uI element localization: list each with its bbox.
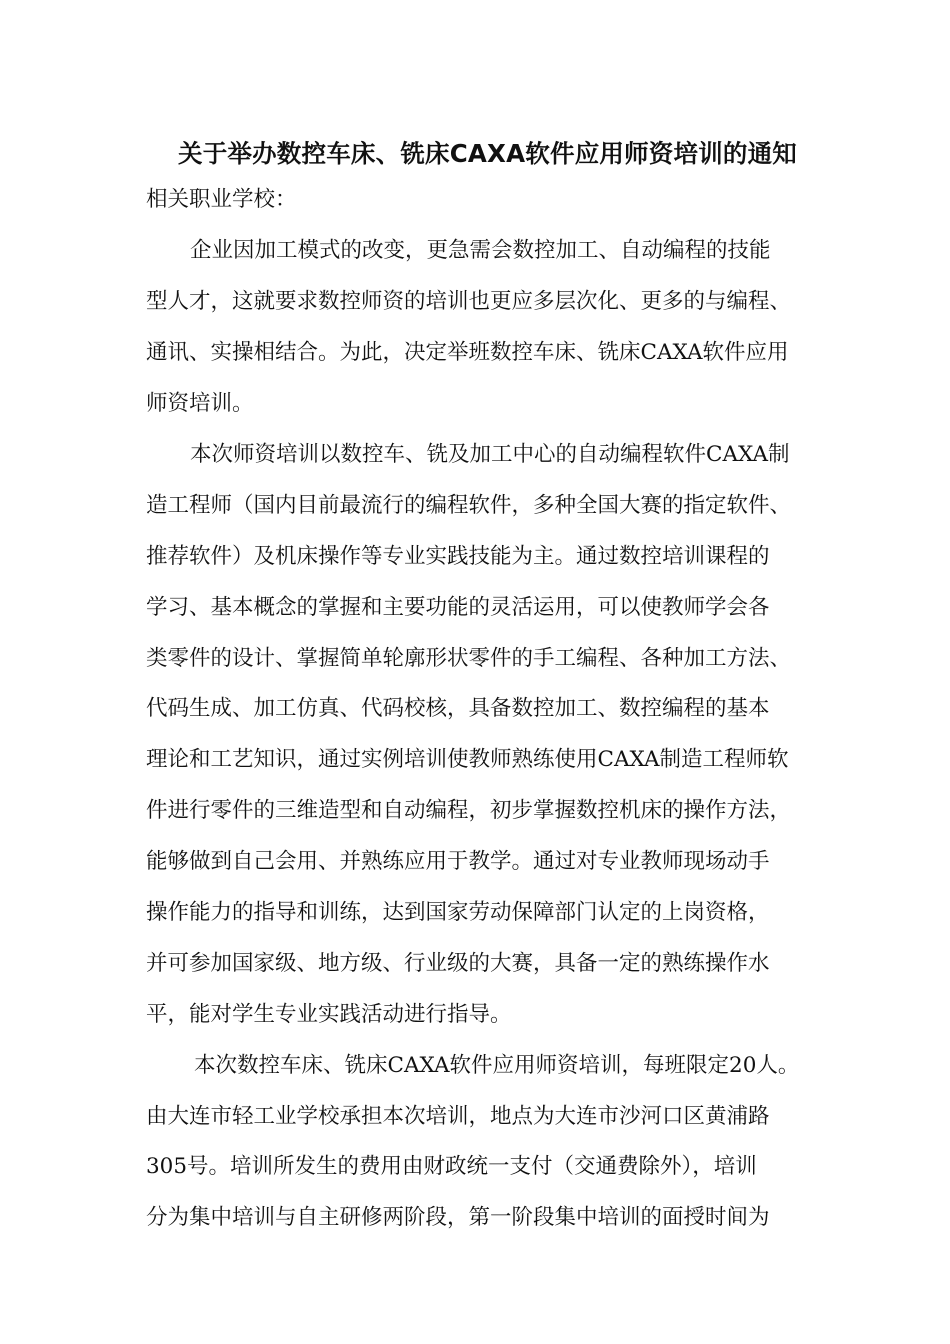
paragraph-line: 本次师资培训以数控车、铣及加工中心的自动编程软件CAXA制: [190, 442, 790, 467]
paragraph-line: 类零件的设计、掌握简单轮廓形状零件的手工编程、各种加工方法、: [146, 646, 792, 671]
paragraph-line: 推荐软件）及机床操作等专业实践技能为主。通过数控培训课程的: [146, 544, 770, 569]
paragraph-line: 代码生成、加工仿真、代码校核，具备数控加工、数控编程的基本: [146, 696, 770, 721]
paragraph-line: 分为集中培训与自主研修两阶段，第一阶段集中培训的面授时间为: [146, 1205, 770, 1230]
paragraph-line: 通讯、实操相结合。为此，决定举班数控车床、铣床CAXA软件应用: [146, 340, 789, 365]
paragraph-line: 由大连市轻工业学校承担本次培训，地点为大连市沙河口区黄浦路: [146, 1104, 770, 1129]
paragraph-line: 企业因加工模式的改变，更急需会数控加工、自动编程的技能: [190, 238, 771, 263]
paragraph-line: 师资培训。: [146, 391, 254, 416]
paragraph-line: 型人才，这就要求数控师资的培训也更应多层次化、更多的与编程、: [146, 289, 792, 314]
salutation: 相关职业学校：: [146, 187, 297, 212]
paragraph-line: 并可参加国家级、地方级、行业级的大赛，具备一定的熟练操作水: [146, 951, 770, 976]
paragraph-line: 305号。培训所发生的费用由财政统一支付（交通费除外），培训: [146, 1154, 757, 1179]
paragraph-line: 学习、基本概念的掌握和主要功能的灵活运用，可以使教师学会各: [146, 595, 770, 620]
document-title: 关于举办数控车床、铣床CAXA软件应用师资培训的通知: [178, 139, 797, 168]
paragraph-line: 平，能对学生专业实践活动进行指导。: [146, 1002, 512, 1027]
paragraph-line: 本次数控车床、铣床CAXA软件应用师资培训，每班限定20人。: [194, 1053, 800, 1078]
paragraph-line: 操作能力的指导和训练，达到国家劳动保障部门认定的上岗资格，: [146, 900, 770, 925]
paragraph-line: 造工程师（国内目前最流行的编程软件，多种全国大赛的指定软件、: [146, 493, 792, 518]
paragraph-line: 能够做到自己会用、并熟练应用于教学。通过对专业教师现场动手: [146, 849, 770, 874]
paragraph-line: 件进行零件的三维造型和自动编程，初步掌握数控机床的操作方法，: [146, 798, 792, 823]
paragraph-line: 理论和工艺知识，通过实例培训使教师熟练使用CAXA制造工程师软: [146, 747, 789, 772]
